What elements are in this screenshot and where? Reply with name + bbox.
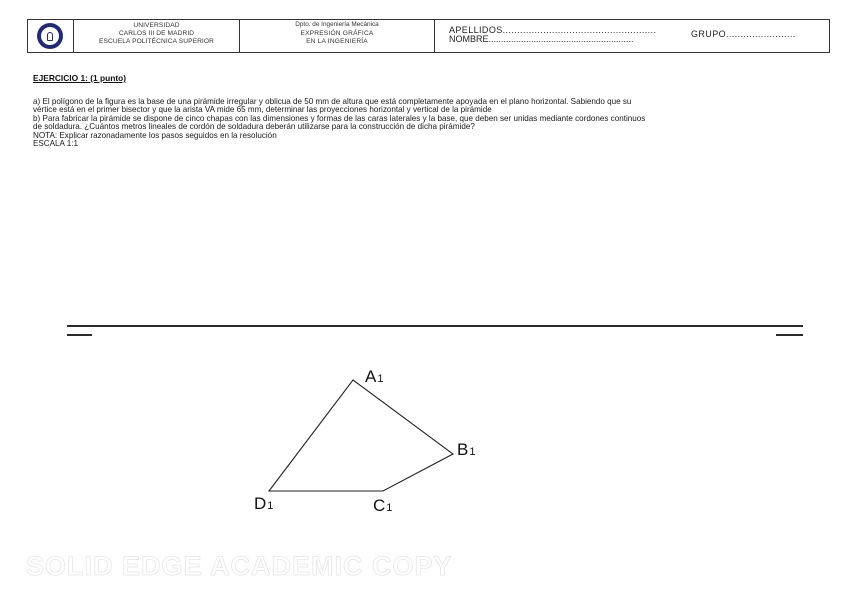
- vertex-subscript: 1: [377, 373, 384, 385]
- grupo-field[interactable]: GRUPO........................: [691, 29, 796, 39]
- vertex-subscript: 1: [469, 446, 476, 458]
- scale-line: ESCALA 1:1: [33, 139, 78, 149]
- vertex-label-b: [457, 441, 475, 461]
- base-polygon: [269, 380, 453, 491]
- statement-line: de soldadura. ¿Cuántos metros lineales de cordón de soldadura deberán utilizarse para la construcción de dicha pirámide?: [33, 122, 475, 132]
- vertex-label-c: [373, 497, 392, 517]
- university-name-line1: UNIVERSIDAD: [133, 22, 180, 29]
- statement-line: vértice está en el primer bisector y que la arista VA mide 65 mm, determinar las proyecciones horizontal y vertical de la pirámide: [33, 105, 492, 115]
- university-name-line2: CARLOS III DE MADRID: [118, 30, 195, 37]
- course-name-line1: EXPRESIÓN GRÁFICA: [300, 30, 374, 37]
- vertex-letter: D: [254, 494, 267, 513]
- vertex-label-d: [254, 495, 273, 515]
- statement-line: a) El polígono de la figura es la base de una pirámide irregular y oblicua de 50 mm de altura que está completamente apoyada en el plano horizontal. Sabiendo que su: [33, 97, 632, 106]
- school-name: ESCUELA POLITÉCNICA SUPERIOR: [99, 38, 214, 45]
- statement-line: b) Para fabricar la pirámide se dispone de cinco chapas con las dimensiones y formas de las caras laterales y la base, que deben ser unidas mediante cordones continuos: [33, 113, 646, 123]
- note-line: NOTA: Explicar razonadamente los pasos seguidos en la resolución: [33, 130, 277, 140]
- vertex-letter: C: [373, 496, 386, 515]
- nombre-field[interactable]: NOMBRE..........................................................: [449, 34, 634, 44]
- course-name-line2: EN LA INGENIERÍA: [306, 38, 368, 45]
- vertex-label-a: [365, 368, 383, 388]
- vertex-subscript: 1: [386, 502, 393, 514]
- vertex-subscript: 1: [267, 500, 274, 512]
- apellidos-field[interactable]: APELLIDOS.....................................................: [449, 25, 657, 35]
- watermark: SOLID EDGE ACADEMIC COPY: [26, 551, 453, 581]
- exercise-title: EJERCICIO 1: (1 punto): [33, 73, 127, 83]
- vertex-letter: A: [365, 367, 377, 386]
- vertex-letter: B: [457, 440, 469, 459]
- department-name: Dpto. de Ingeniería Mecánica: [295, 21, 379, 28]
